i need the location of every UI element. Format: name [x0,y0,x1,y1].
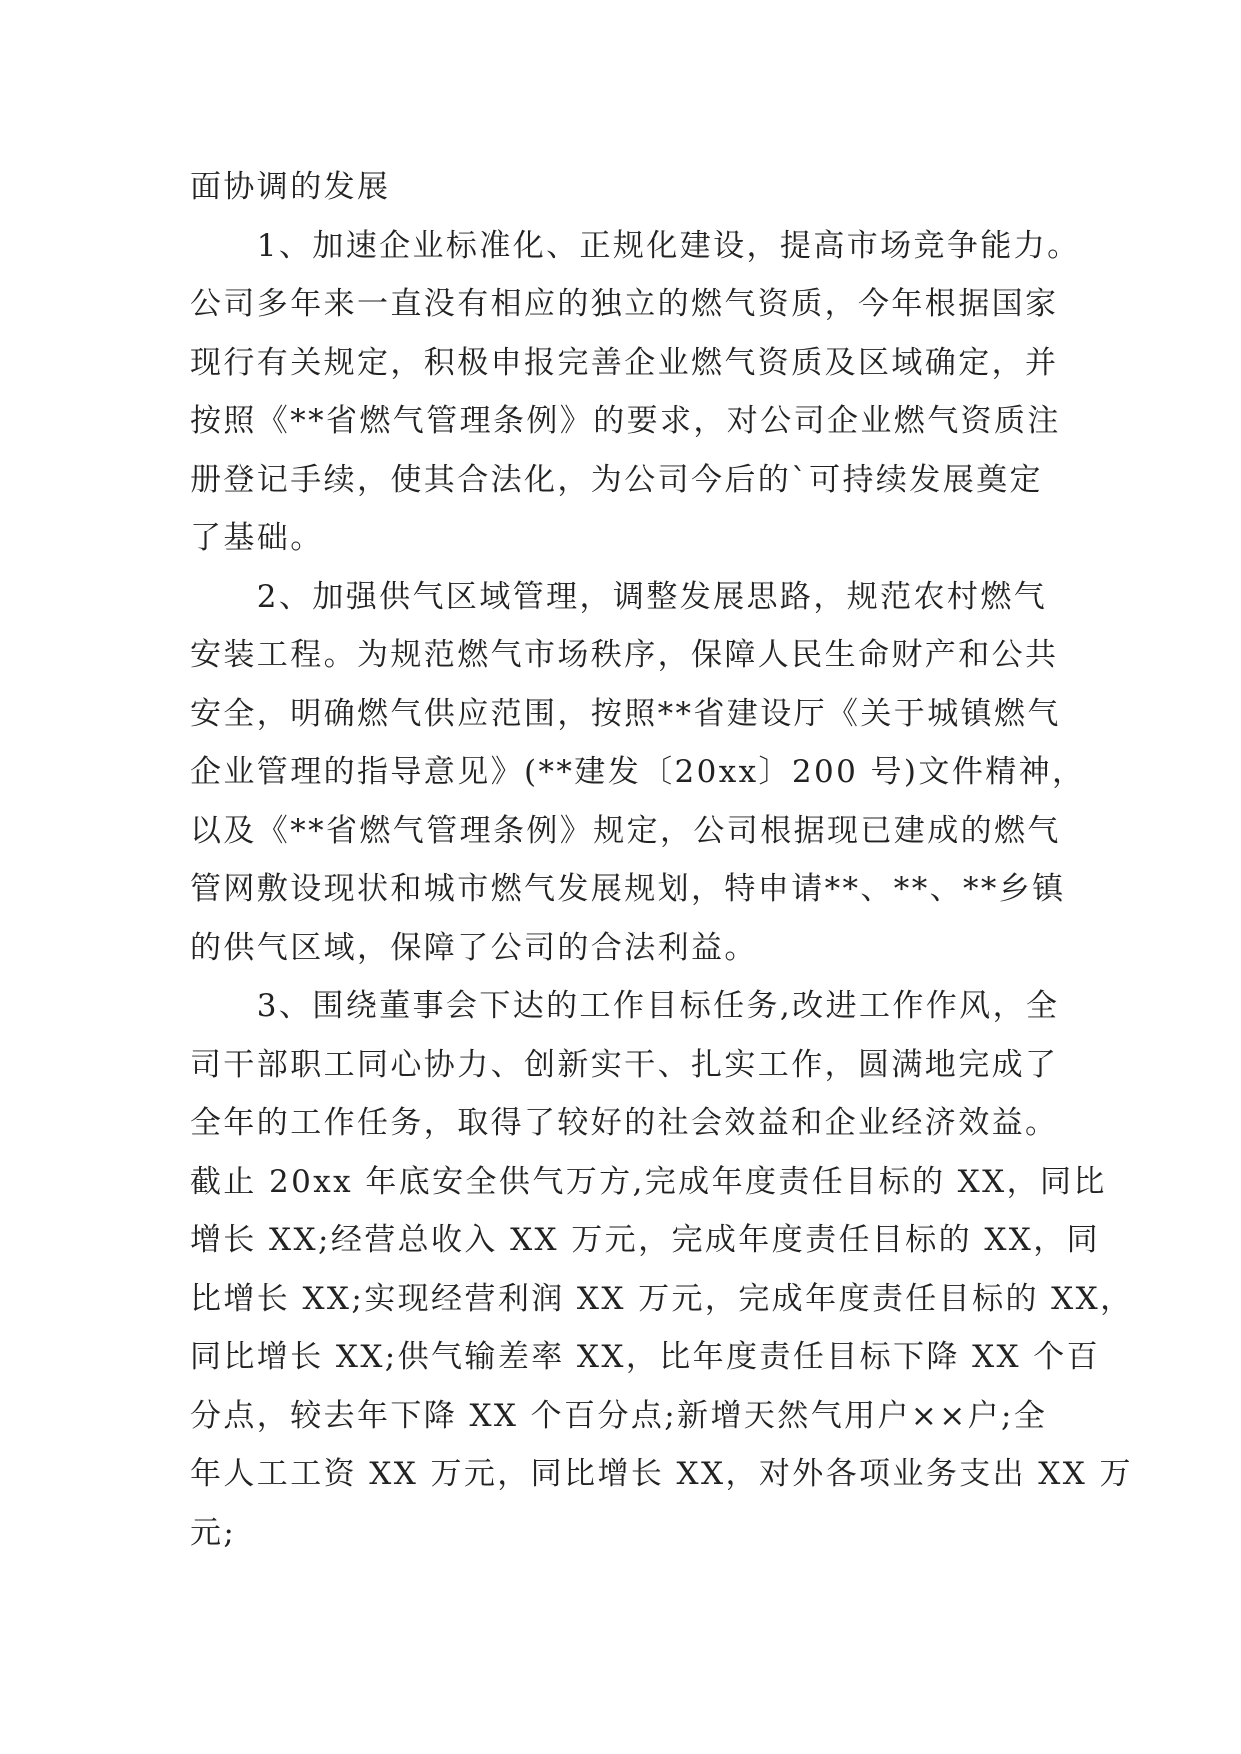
body-text [190,158,1134,1562]
text-line: 全年的工作任务，取得了较好的社会效益和企业经济效益。 [190,1105,1059,1141]
text-line: 安装工程。为规范燃气市场秩序，保障人民生命财产和公共 [190,637,1059,673]
text-line: 截止 20xx 年底安全供气万方,完成年度责任目标的 XX，同比 [190,1163,1107,1200]
text-line: 增长 XX;经营总收入 XX 万元，完成年度责任目标的 XX，同 [190,1222,1101,1258]
text-line: 年人工工资 XX 万元，同比增长 XX，对外各项业务支出 XX 万 [190,1456,1133,1492]
text-line: 的供气区域，保障了公司的合法利益。 [190,929,758,966]
text-line: 册登记手续，使其合法化，为公司今后的`可持续发展奠定 [190,461,1043,498]
text-line: 面协调的发展 [190,169,391,205]
text-line: 了基础。 [190,520,324,556]
text-line: 企业管理的指导意见》(**建发〔20xx〕200 号)文件精神， [190,754,1086,790]
text-line: 1、加速企业标准化、正规化建设，提高市场竞争能力。 [190,227,1081,264]
text-line: 公司多年来一直没有相应的独立的燃气资质，今年根据国家 [190,286,1059,322]
text-line: 比增长 XX;实现经营利润 XX 万元，完成年度责任目标的 XX， [190,1280,1134,1317]
text-line: 分点，较去年下降 XX 个百分点;新增天然气用户××户;全 [190,1397,1048,1434]
text-line: 元; [190,1514,237,1551]
text-line: 3、围绕董事会下达的工作目标任务,改进工作作风，全 [190,988,1060,1024]
text-line: 管网敷设现状和城市燃气发展规划，特申请**、**、**乡镇 [190,871,1066,907]
text-line: 按照《**省燃气管理条例》的要求，对公司企业燃气资质注 [190,403,1061,439]
text-line: 现行有关规定，积极申报完善企业燃气资质及区域确定，并 [190,344,1059,381]
text-line: 司干部职工同心协力、创新实干、扎实工作，圆满地完成了 [190,1046,1059,1083]
text-line: 同比增长 XX;供气输差率 XX，比年度责任目标下降 XX 个百 [190,1339,1101,1375]
text-line: 安全，明确燃气供应范围，按照**省建设厅《关于城镇燃气 [190,695,1061,732]
text-line: 2、加强供气区域管理，调整发展思路，规范农村燃气 [190,578,1048,615]
text-line: 以及《**省燃气管理条例》规定，公司根据现已建成的燃气 [190,812,1061,849]
